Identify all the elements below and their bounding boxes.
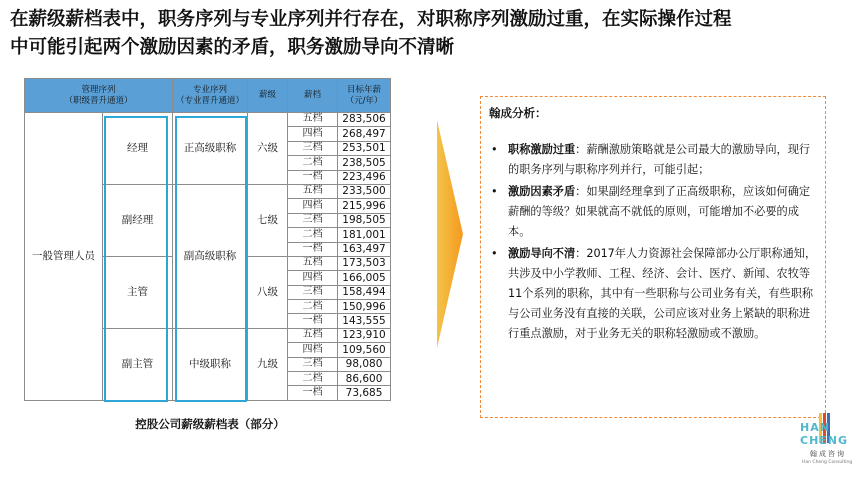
salary-cell: 233,500 xyxy=(338,184,391,198)
role-cell: 主管 xyxy=(103,256,173,328)
level-cell: 一档 xyxy=(288,314,338,328)
analysis-item xyxy=(491,182,817,242)
salary-cell: 86,600 xyxy=(338,372,391,386)
salary-cell: 73,685 xyxy=(338,386,391,400)
level-cell: 二档 xyxy=(288,156,338,170)
salary-cell: 181,001 xyxy=(338,228,391,242)
salary-cell: 166,005 xyxy=(338,271,391,285)
level-cell: 三档 xyxy=(288,141,338,155)
table-row xyxy=(25,113,391,127)
header-level: 薪档 xyxy=(288,79,338,113)
pro-title-cell: 副高级职称 xyxy=(173,184,248,328)
level-cell: 三档 xyxy=(288,357,338,371)
logo-mark: HAN CHENG xyxy=(800,421,849,447)
level-cell: 三档 xyxy=(288,285,338,299)
salary-cell: 238,505 xyxy=(338,156,391,170)
level-cell: 四档 xyxy=(288,127,338,141)
salary-cell: 163,497 xyxy=(338,242,391,256)
salary-cell: 268,497 xyxy=(338,127,391,141)
level-cell: 一档 xyxy=(288,386,338,400)
logo-cn: 翰成咨询 xyxy=(810,450,846,458)
level-cell: 二档 xyxy=(288,372,338,386)
grade-cell: 六级 xyxy=(248,113,288,185)
bullet-icon: • xyxy=(491,247,498,260)
salary-cell: 223,496 xyxy=(338,170,391,184)
level-cell: 一档 xyxy=(288,170,338,184)
analysis-item xyxy=(491,140,817,180)
salary-table xyxy=(24,78,391,401)
level-cell: 二档 xyxy=(288,300,338,314)
grade-cell: 九级 xyxy=(248,328,288,400)
level-cell: 四档 xyxy=(288,343,338,357)
category-cell: 一般管理人员 xyxy=(25,113,103,401)
header-salary: 目标年薪 （元/年） xyxy=(338,79,391,113)
grade-cell: 七级 xyxy=(248,184,288,256)
header-mgmt-sequence: 管理序列 （职级晋升通道） xyxy=(25,79,173,113)
salary-cell: 173,503 xyxy=(338,256,391,270)
bullet-icon: • xyxy=(491,185,498,198)
header-pro-sequence: 专业序列 （专业晋升通道） xyxy=(173,79,248,113)
logo-en: Han Cheng Consulting xyxy=(802,460,853,465)
page-title: 在薪级薪档表中，职务序列与专业序列并行存在，对职称序列激励过重，在实际操作过程中可能引起两个激励因素的矛盾，职务激励导向不清晰 xyxy=(10,9,732,58)
salary-cell: 158,494 xyxy=(338,285,391,299)
grade-cell: 八级 xyxy=(248,256,288,328)
level-cell: 五档 xyxy=(288,256,338,270)
company-logo xyxy=(800,413,856,475)
salary-cell: 143,555 xyxy=(338,314,391,328)
role-cell: 经理 xyxy=(103,113,173,185)
level-cell: 三档 xyxy=(288,213,338,227)
analysis-label: 激励因素矛盾 xyxy=(508,185,576,198)
role-cell: 副经理 xyxy=(103,184,173,256)
salary-cell: 283,506 xyxy=(338,113,391,127)
analysis-label: 职称激励过重 xyxy=(508,143,576,156)
analysis-label: 激励导向不清 xyxy=(508,247,576,260)
level-cell: 一档 xyxy=(288,242,338,256)
salary-cell: 109,560 xyxy=(338,343,391,357)
salary-cell: 123,910 xyxy=(338,328,391,342)
level-cell: 五档 xyxy=(288,113,338,127)
pro-title-cell: 中级职称 xyxy=(173,328,248,400)
analysis-text: ：薪酬激励策略就是公司最大的激励导向，现行的职务序列与职称序列并行，可能引起； xyxy=(508,143,811,176)
level-cell: 四档 xyxy=(288,271,338,285)
analysis-heading: 翰成分析： xyxy=(489,106,547,120)
analysis-item xyxy=(491,244,817,344)
bullet-icon: • xyxy=(491,143,498,156)
analysis-text: ：2017年人力资源社会保障部办公厅职称通知，共涉及中小学教师、工程、经济、会计、医疗、新闻、农牧等11个系列的职称，其中有一些职称与公司业务有关，有些职称与公司业务没有直接的关联，公司应该对业务上紧缺的职称进行重点激励，对于业务无关的职称轻激励或不激励。 xyxy=(508,247,817,340)
level-cell: 二档 xyxy=(288,228,338,242)
analysis-text: ：如果副经理拿到了正高级职称，应该如何确定薪酬的等级？如果就高不就低的原则，可能增加不必要的成本。 xyxy=(508,185,811,238)
level-cell: 五档 xyxy=(288,328,338,342)
analysis-list xyxy=(491,140,817,346)
pro-title-cell: 正高级职称 xyxy=(173,113,248,185)
salary-cell: 150,996 xyxy=(338,300,391,314)
salary-table-panel xyxy=(24,78,390,404)
right-arrow-icon xyxy=(437,120,463,348)
level-cell: 五档 xyxy=(288,184,338,198)
salary-cell: 198,505 xyxy=(338,213,391,227)
level-cell: 四档 xyxy=(288,199,338,213)
table-caption: 控股公司薪级薪档表（部分） xyxy=(135,417,285,431)
salary-cell: 253,501 xyxy=(338,141,391,155)
role-cell: 副主管 xyxy=(103,328,173,400)
salary-cell: 98,080 xyxy=(338,357,391,371)
salary-cell: 215,996 xyxy=(338,199,391,213)
header-grade: 薪级 xyxy=(248,79,288,113)
analysis-box xyxy=(480,96,826,418)
